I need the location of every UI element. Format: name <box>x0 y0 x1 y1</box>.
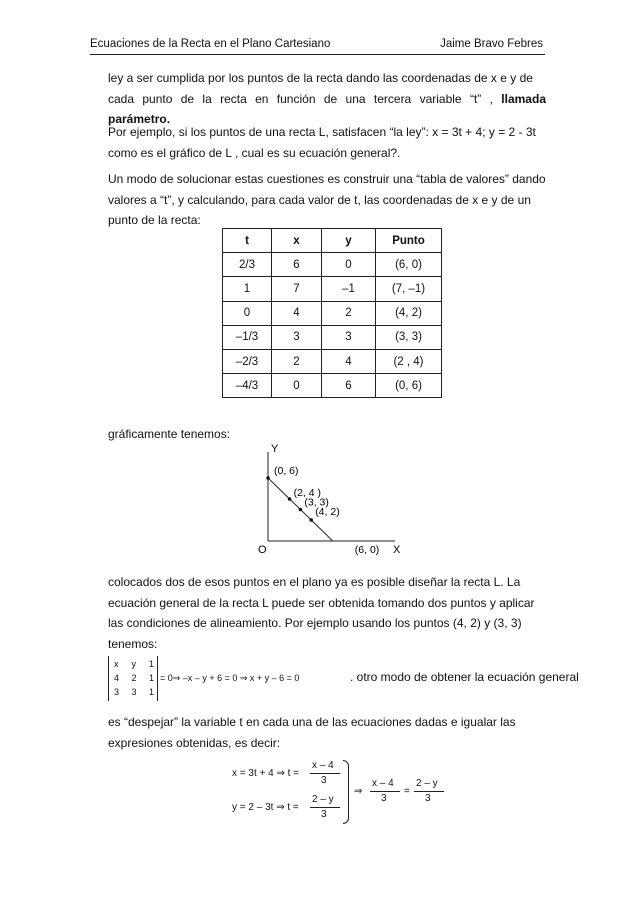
eq1-fraction-bar <box>310 773 340 774</box>
cell-t: 1 <box>223 277 272 301</box>
graph-point <box>299 508 303 512</box>
col-header-t: t <box>223 229 272 253</box>
cell-y: 2 <box>322 301 376 325</box>
example-paragraph <box>108 122 546 163</box>
graph-point-label: (2, 4 ) <box>293 487 322 499</box>
result-numerator-2: 2 – y <box>416 778 438 789</box>
col-header-punto: Punto <box>376 229 442 253</box>
graph-point-label: (4, 2) <box>315 506 340 518</box>
eq2-denominator: 3 <box>321 809 327 820</box>
cell-punto: (4, 2) <box>376 301 442 325</box>
det-row-3 <box>114 687 154 697</box>
cell-t: –4/3 <box>223 374 272 398</box>
cell-x: 0 <box>272 374 322 398</box>
eq2-left: y = 2 – 3t ⇒ t = <box>232 802 299 813</box>
col-header-x: x <box>272 229 322 253</box>
graph-point <box>266 476 270 480</box>
method-line-1: Un modo de solucionar estas cuestiones es construir una “tabla de valores” dando <box>108 172 546 186</box>
det-cell: 2 <box>131 673 137 683</box>
despejar-line-2: expresiones obtenidas, es decir: <box>108 735 281 750</box>
y-axis-label: Y <box>271 443 279 455</box>
parameter-term: llamada parámetro. <box>108 91 546 126</box>
intro-line-2-text: cada punto de la recta en función de una tercera variable “t” , <box>108 91 493 106</box>
cell-y: 6 <box>322 374 376 398</box>
table-row <box>223 349 442 373</box>
origin-label: O <box>258 544 267 556</box>
table-row <box>223 325 442 349</box>
det-cell: x <box>114 659 119 669</box>
eq2-fraction-bar <box>310 807 340 808</box>
graph-intro: gráficamente tenemos: <box>108 427 231 441</box>
result-numerator-1: x – 4 <box>372 778 394 789</box>
result-equals: = <box>404 786 410 797</box>
header-author: Jaime Bravo Febres <box>440 38 543 50</box>
method-paragraph <box>108 169 546 231</box>
header-rule <box>90 54 545 55</box>
table-row <box>223 277 442 301</box>
graph-point-label: (3, 3) <box>304 496 329 509</box>
cell-y: 4 <box>322 349 376 373</box>
cell-t: –1/3 <box>223 325 272 349</box>
det-row-1 <box>114 659 154 669</box>
table-header-row <box>223 229 442 253</box>
table-row <box>223 253 442 277</box>
despejar-line-1: es “despejar” la variable t en cada una de las ecuaciones dadas e igualar las <box>108 715 516 729</box>
eq2-numerator: 2 – y <box>312 794 334 805</box>
cell-punto: (7, –1) <box>376 277 442 301</box>
cell-t: –2/3 <box>223 349 272 373</box>
after-line-3: las condiciones de alineamiento. Por ejemplo usando los puntos (4, 2) y (3, 3) <box>108 616 522 630</box>
eq1-numerator: x – 4 <box>312 760 334 771</box>
cell-y: 3 <box>322 325 376 349</box>
header-title: Ecuaciones de la Recta en el Plano Cartesiano <box>90 38 331 50</box>
example-line-1: Por ejemplo, si los puntos de una recta L, satisfacen “la ley”: x = 3t + 4; y = 2 - 3t <box>108 125 536 139</box>
cell-punto: (2 , 4) <box>376 349 442 373</box>
system-brace <box>343 760 349 824</box>
det-cell: 3 <box>114 687 120 697</box>
cell-y: 0 <box>322 253 376 277</box>
result-fraction-bar-2 <box>414 791 444 792</box>
det-row-2 <box>114 673 154 683</box>
after-graph-paragraph <box>108 572 546 654</box>
line-graph <box>240 438 410 558</box>
det-cell: y <box>131 659 136 669</box>
determinant-equation: = 0⇒ –x – y + 6 = 0 ⇒ x + y – 6 = 0 <box>160 673 300 683</box>
example-line-2: como es el gráfico de L , cual es su ecuación general?. <box>108 145 401 160</box>
graph-point <box>309 518 313 522</box>
values-table <box>222 228 442 398</box>
eq1-left: x = 3t + 4 ⇒ t = <box>232 768 300 779</box>
det-cell: 1 <box>148 687 154 697</box>
det-cell: 1 <box>148 673 154 683</box>
cell-punto: (6, 0) <box>376 253 442 277</box>
graph-point-label: (6, 0) <box>354 544 380 556</box>
det-cell: 3 <box>131 687 137 697</box>
intro-paragraph <box>108 68 546 130</box>
result-fraction-bar-1 <box>370 791 400 792</box>
determinant-after-text: . otro modo de obtener la ecuación general <box>350 670 579 684</box>
after-line-4: tenemos: <box>108 636 158 651</box>
cell-y: –1 <box>322 277 376 301</box>
result-denominator-2: 3 <box>425 793 431 804</box>
after-line-2: ecuación general de la recta L puede ser obtenida tomando dos puntos y aplicar <box>108 595 535 610</box>
result-denominator-1: 3 <box>381 793 387 804</box>
cell-t: 0 <box>223 301 272 325</box>
point-layer <box>266 465 379 556</box>
x-axis-label: X <box>393 544 401 556</box>
cell-x: 2 <box>272 349 322 373</box>
det-cell: 4 <box>114 673 120 683</box>
cell-x: 6 <box>272 253 322 277</box>
graph-point <box>288 497 292 501</box>
after-line-1: colocados dos de esos puntos en el plano ya es posible diseñar la recta L. La <box>108 575 521 589</box>
graph-point-label: (0, 6) <box>274 465 299 477</box>
cell-x: 4 <box>272 301 322 325</box>
method-line-2: valores a “t”, y calculando, para cada valor de t, las coordenadas de x e y de un <box>108 192 531 207</box>
cell-punto: (0, 6) <box>376 374 442 398</box>
cell-x: 3 <box>272 325 322 349</box>
cell-punto: (3, 3) <box>376 325 442 349</box>
col-header-y: y <box>322 229 376 253</box>
table-row <box>223 301 442 325</box>
method-line-3: punto de la recta: <box>108 213 201 227</box>
intro-line-1: ley a ser cumplida por los puntos de la recta dando las coordenadas de x e y de <box>108 71 533 85</box>
despejar-paragraph <box>108 712 546 753</box>
implies-arrow: ⇒ <box>354 786 363 797</box>
cell-t: 2/3 <box>223 253 272 277</box>
eq1-denominator: 3 <box>321 775 327 786</box>
table-row <box>223 374 442 398</box>
det-cell: 1 <box>148 659 154 669</box>
cell-x: 7 <box>272 277 322 301</box>
